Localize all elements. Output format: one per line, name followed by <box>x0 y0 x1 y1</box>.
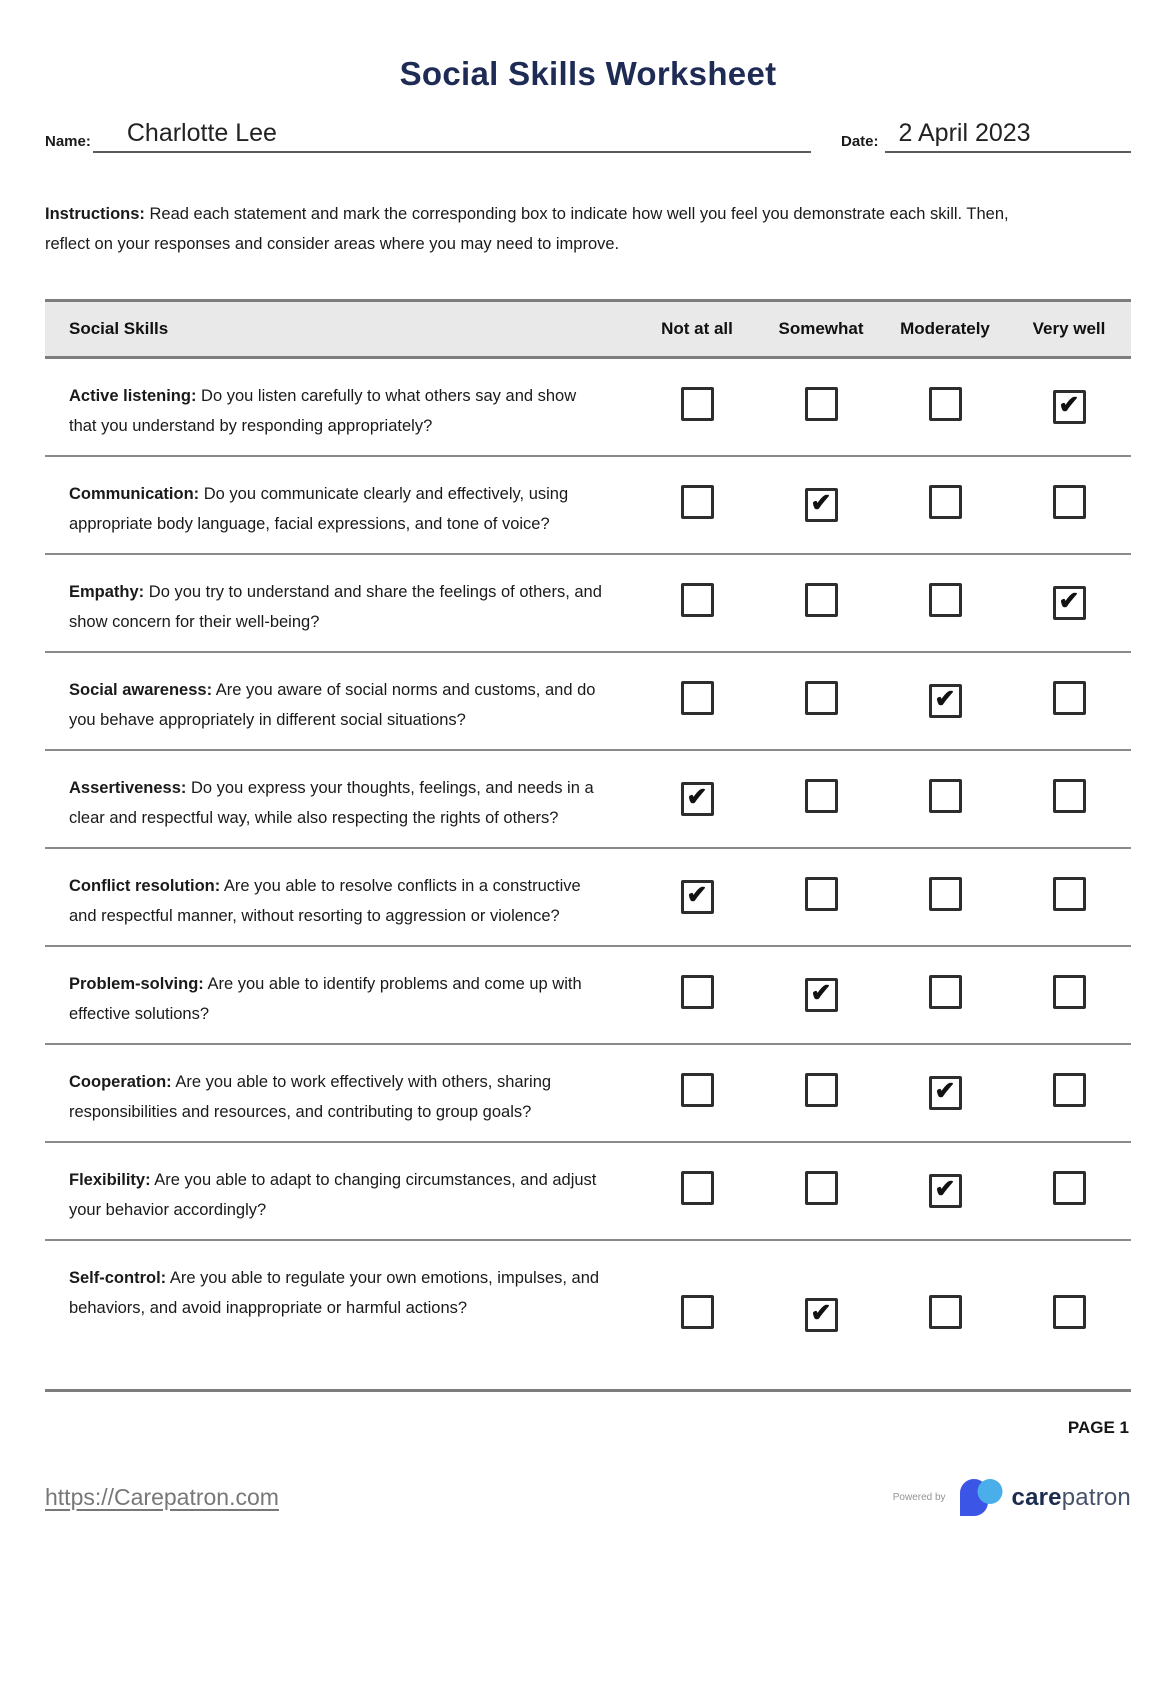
checkbox-very-well[interactable] <box>1053 779 1086 813</box>
check-cell-very-well <box>1007 357 1131 456</box>
checkbox-moderately[interactable] <box>929 684 962 718</box>
checkbox-not-at-all[interactable] <box>681 1073 714 1107</box>
skill-name: Cooperation: <box>69 1072 172 1091</box>
checkbox-moderately[interactable] <box>929 583 962 617</box>
checkbox-somewhat[interactable] <box>805 1171 838 1205</box>
date-input[interactable]: 2 April 2023 <box>885 119 1131 153</box>
date-field <box>841 119 1131 153</box>
check-cell-very-well <box>1007 1044 1131 1142</box>
brand-care: care <box>1011 1483 1062 1511</box>
check-icon: ✔ <box>1058 587 1080 616</box>
check-cell-not-at-all <box>635 456 759 554</box>
check-cell-moderately <box>883 456 1007 554</box>
skill-cell <box>45 554 635 652</box>
check-cell-moderately <box>883 946 1007 1044</box>
skill-cell <box>45 652 635 750</box>
brand-wordmark <box>1012 1484 1131 1512</box>
check-icon: ✔ <box>810 489 832 518</box>
check-cell-not-at-all <box>635 652 759 750</box>
powered-by-label: Powered by <box>892 1492 946 1504</box>
checkbox-somewhat[interactable] <box>805 1073 838 1107</box>
column-header-somewhat: Somewhat <box>759 300 883 357</box>
check-cell-somewhat <box>759 946 883 1044</box>
brand-patron: patron <box>1061 1483 1131 1511</box>
check-cell-very-well <box>1007 848 1131 946</box>
checkbox-very-well[interactable] <box>1053 681 1086 715</box>
skill-name: Assertiveness: <box>69 778 187 797</box>
check-cell-very-well <box>1007 946 1131 1044</box>
check-cell-very-well <box>1007 456 1131 554</box>
checkbox-not-at-all[interactable] <box>681 387 714 421</box>
check-cell-somewhat <box>759 750 883 848</box>
table-row <box>45 456 1131 554</box>
check-icon: ✔ <box>934 1077 956 1106</box>
checkbox-very-well[interactable] <box>1053 390 1086 424</box>
skill-cell <box>45 750 635 848</box>
table-row <box>45 848 1131 946</box>
checkbox-not-at-all[interactable] <box>681 975 714 1009</box>
page-title: Social Skills Worksheet <box>399 55 777 92</box>
check-cell-somewhat <box>759 456 883 554</box>
skill-name: Flexibility: <box>69 1170 151 1189</box>
skill-cell <box>45 456 635 554</box>
carepatron-brand <box>893 1476 1131 1520</box>
skill-cell <box>45 1240 635 1391</box>
skill-description: Are you able to resolve conflicts in a constructive and respectful manner, without resorting to aggression or violence? <box>69 876 581 925</box>
check-icon: ✔ <box>934 685 956 714</box>
skill-name: Empathy: <box>69 582 145 601</box>
checkbox-somewhat[interactable] <box>805 1298 838 1332</box>
checkbox-very-well[interactable] <box>1053 975 1086 1009</box>
check-cell-very-well <box>1007 652 1131 750</box>
instructions-label: Instructions: <box>45 204 145 223</box>
check-cell-somewhat <box>759 357 883 456</box>
skill-name: Self-control: <box>69 1268 167 1287</box>
checkbox-moderately[interactable] <box>929 485 962 519</box>
checkbox-somewhat[interactable] <box>805 488 838 522</box>
checkbox-moderately[interactable] <box>929 975 962 1009</box>
checkbox-moderately[interactable] <box>929 877 962 911</box>
check-cell-somewhat <box>759 848 883 946</box>
checkbox-somewhat[interactable] <box>805 779 838 813</box>
check-cell-moderately <box>883 652 1007 750</box>
skill-description: Do you communicate clearly and effectively, using appropriate body language, facial expressions, and tone of voice? <box>69 484 569 533</box>
skill-name: Problem-solving: <box>69 974 204 993</box>
checkbox-moderately[interactable] <box>929 1295 962 1329</box>
checkbox-not-at-all[interactable] <box>681 583 714 617</box>
check-icon: ✔ <box>686 783 708 812</box>
skill-cell <box>45 1044 635 1142</box>
check-cell-moderately <box>883 554 1007 652</box>
skill-description: Are you able to identify problems and come up with effective solutions? <box>69 974 582 1023</box>
skill-description: Are you able to work effectively with others, sharing responsibilities and resources, and contributing to group goals? <box>69 1072 552 1121</box>
table-row <box>45 652 1131 750</box>
checkbox-very-well[interactable] <box>1053 1295 1086 1329</box>
check-cell-not-at-all <box>635 946 759 1044</box>
check-cell-not-at-all <box>635 554 759 652</box>
checkbox-not-at-all[interactable] <box>681 1171 714 1205</box>
checkbox-moderately[interactable] <box>929 1174 962 1208</box>
fields-row <box>45 119 1131 153</box>
skill-name: Communication: <box>69 484 200 503</box>
checkbox-not-at-all[interactable] <box>681 1295 714 1329</box>
checkbox-very-well[interactable] <box>1053 1073 1086 1107</box>
column-header-very-well: Very well <box>1007 300 1131 357</box>
check-cell-moderately <box>883 750 1007 848</box>
table-header <box>45 300 1131 357</box>
check-cell-not-at-all <box>635 750 759 848</box>
checkbox-somewhat[interactable] <box>805 877 838 911</box>
check-cell-very-well <box>1007 554 1131 652</box>
skill-name: Active listening: <box>69 386 197 405</box>
skill-name: Social awareness: <box>69 680 213 699</box>
check-cell-somewhat <box>759 652 883 750</box>
table-row <box>45 554 1131 652</box>
checkbox-very-well[interactable] <box>1053 877 1086 911</box>
check-cell-not-at-all <box>635 1142 759 1240</box>
checkbox-very-well[interactable] <box>1053 1171 1086 1205</box>
table-row <box>45 750 1131 848</box>
check-cell-moderately <box>883 848 1007 946</box>
check-cell-moderately <box>883 357 1007 456</box>
checkbox-moderately[interactable] <box>929 1076 962 1110</box>
name-input[interactable]: Charlotte Lee <box>93 119 811 153</box>
table-row <box>45 1240 1131 1391</box>
check-icon: ✔ <box>810 1299 832 1328</box>
instructions-text: Read each statement and mark the corresponding box to indicate how well you feel you demonstrate each skill. Then, reflect on your responses and consider areas where you may need to improve. <box>45 204 1009 253</box>
checkbox-not-at-all[interactable] <box>681 485 714 519</box>
check-icon: ✔ <box>934 1175 956 1204</box>
checkbox-very-well[interactable] <box>1053 485 1086 519</box>
checkbox-somewhat[interactable] <box>805 387 838 421</box>
checkbox-very-well[interactable] <box>1053 586 1086 620</box>
check-cell-very-well <box>1007 1142 1131 1240</box>
page-number: PAGE 1 <box>1067 1417 1129 1437</box>
skill-description: Are you able to regulate your own emotions, impulses, and behaviors, and avoid inappropriate or harmful actions? <box>69 1268 600 1317</box>
skill-cell <box>45 946 635 1044</box>
name-field <box>45 119 811 153</box>
skills-table <box>45 299 1131 1392</box>
skill-cell <box>45 1142 635 1240</box>
column-header-social-skills: Social Skills <box>45 300 635 357</box>
check-cell-not-at-all <box>635 1044 759 1142</box>
check-cell-not-at-all <box>635 848 759 946</box>
check-cell-not-at-all <box>635 357 759 456</box>
check-cell-somewhat <box>759 1044 883 1142</box>
check-cell-somewhat <box>759 1142 883 1240</box>
skill-cell <box>45 357 635 456</box>
check-cell-very-well <box>1007 1240 1131 1391</box>
name-label: Name: <box>45 132 91 150</box>
footer <box>45 1476 1131 1520</box>
skill-name: Conflict resolution: <box>69 876 221 895</box>
checkbox-not-at-all[interactable] <box>681 782 714 816</box>
table-row <box>45 946 1131 1044</box>
check-cell-moderately <box>883 1240 1007 1391</box>
checkbox-not-at-all[interactable] <box>681 681 714 715</box>
check-icon: ✔ <box>1058 391 1080 420</box>
skill-description: Do you listen carefully to what others say and show that you understand by responding appropriately? <box>69 386 577 435</box>
checkbox-not-at-all[interactable] <box>681 880 714 914</box>
check-cell-somewhat <box>759 1240 883 1391</box>
checkbox-somewhat[interactable] <box>805 978 838 1012</box>
checkbox-moderately[interactable] <box>929 779 962 813</box>
instructions <box>45 199 1057 259</box>
check-cell-moderately <box>883 1044 1007 1142</box>
table-row <box>45 1142 1131 1240</box>
date-label: Date: <box>841 132 879 150</box>
skill-description: Do you try to understand and share the feelings of others, and show concern for their well-being? <box>69 582 602 631</box>
skill-description: Are you able to adapt to changing circumstances, and adjust your behavior accordingly? <box>69 1170 597 1219</box>
check-cell-moderately <box>883 1142 1007 1240</box>
checkbox-somewhat[interactable] <box>805 583 838 617</box>
check-cell-very-well <box>1007 750 1131 848</box>
table-row <box>45 1044 1131 1142</box>
check-cell-not-at-all <box>635 1240 759 1391</box>
column-header-not-at-all: Not at all <box>635 300 759 357</box>
check-icon: ✔ <box>686 881 708 910</box>
skill-cell <box>45 848 635 946</box>
column-header-moderately: Moderately <box>883 300 1007 357</box>
carepatron-logo-icon <box>956 1476 1006 1520</box>
skill-description: Are you aware of social norms and customs, and do you behave appropriately in different social situations? <box>69 680 596 729</box>
checkbox-somewhat[interactable] <box>805 681 838 715</box>
skill-description: Do you express your thoughts, feelings, and needs in a clear and respectful way, while also respecting the rights of others? <box>69 778 594 827</box>
check-icon: ✔ <box>810 979 832 1008</box>
checkbox-moderately[interactable] <box>929 387 962 421</box>
worksheet-page <box>0 55 1176 1520</box>
check-cell-somewhat <box>759 554 883 652</box>
footer-link[interactable]: https://Carepatron.com <box>45 1484 279 1511</box>
table-row <box>45 357 1131 456</box>
